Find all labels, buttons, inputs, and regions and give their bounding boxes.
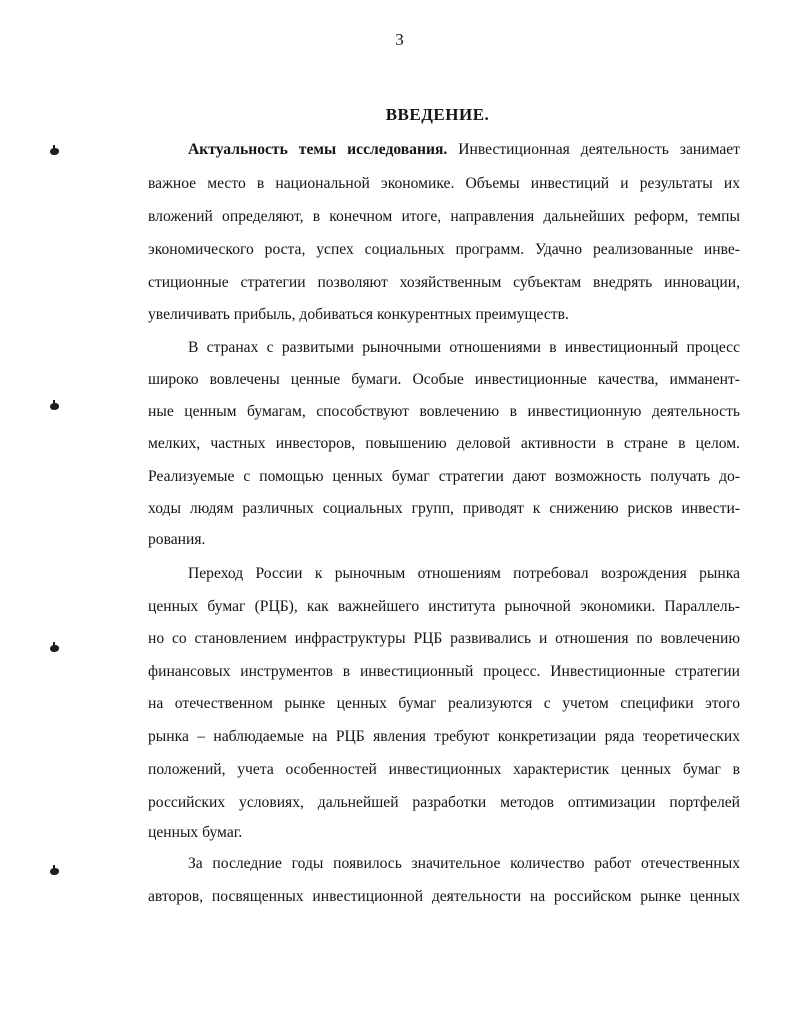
section-heading: ВВЕДЕНИЕ. xyxy=(385,105,490,124)
paragraph-1-line-3: вложений определяют, в конечном итоге, направления дальнейших реформ, темпы xyxy=(148,208,740,225)
paragraph-2-line-6: ходы людям различных социальных групп, приводят к снижению рисков инвести- xyxy=(148,500,740,517)
paragraph-4-line-2: авторов, посвященных инвестиционной деятельности на российском рынке ценных xyxy=(148,888,740,905)
paragraph-3-line-9: ценных бумаг. xyxy=(148,824,243,841)
paragraph-1-line-5: стиционные стратегии позволяют хозяйственным субъектам внедрять инновации, xyxy=(148,274,740,291)
paragraph-2-line-3: ные ценным бумагам, способствуют вовлечению в инвестиционную деятельность xyxy=(148,403,740,420)
paragraph-2-line-5: Реализуемые с помощью ценных бумаг стратегии дают возможность получать до- xyxy=(148,468,740,485)
paragraph-3-line-4: финансовых инструментов в инвестиционный процесс. Инвестиционные стратегии xyxy=(148,663,740,680)
paragraph-1-line-4: экономического роста, успех социальных программ. Удачно реализованные инве- xyxy=(148,241,740,258)
paragraph-3-line-1: Переход России к рыночным отношениям потребовал возрождения рынка xyxy=(188,565,740,582)
paragraph-3-line-2: ценных бумаг (РЦБ), как важнейшего института рыночной экономики. Параллель- xyxy=(148,598,740,615)
page-number: 3 xyxy=(395,30,404,49)
paragraph-2-line-2: широко вовлечены ценные бумаги. Особые инвестиционные качества, имманент- xyxy=(148,371,740,388)
paragraph-3-line-3: но со становлением инфраструктуры РЦБ развивались и отношения по вовлечению xyxy=(148,630,740,647)
paragraph-4-line-1: За последние годы появилось значительное количество работ отечественных xyxy=(188,855,740,872)
paragraph-2-line-4: мелких, частных инвесторов, повышению деловой активности в стране в целом. xyxy=(148,435,740,452)
paragraph-3-line-5: на отечественном рынке ценных бумаг реализуются с учетом специфики этого xyxy=(148,695,740,712)
paragraph-3-line-8: российских условиях, дальнейшей разработки методов оптимизации портфелей xyxy=(148,794,740,811)
paragraph-3-line-6: рынка – наблюдаемые на РЦБ явления требуют конкретизации ряда теоретических xyxy=(148,728,740,745)
paragraph-3-line-7: положений, учета особенностей инвестиционных характеристик ценных бумаг в xyxy=(148,761,740,778)
paragraph-2-line-1: В странах с развитыми рыночными отношениями в инвестиционный процесс xyxy=(188,339,740,356)
paragraph-2-line-7: рования. xyxy=(148,531,206,548)
paragraph-1-line-6: увеличивать прибыль, добиваться конкурентных преимуществ. xyxy=(148,306,569,323)
punch-hole-mark xyxy=(50,403,59,410)
paragraph-lead: Актуальность темы исследования. xyxy=(188,141,448,158)
punch-hole-mark xyxy=(50,868,59,875)
paragraph-1-line-2: важное место в национальной экономике. Объемы инвестиций и результаты их xyxy=(148,175,740,192)
punch-hole-mark xyxy=(50,148,59,155)
paragraph-1-line-1: Актуальность темы исследования. Инвестиционная деятельность занимает xyxy=(188,141,740,158)
punch-hole-mark xyxy=(50,645,59,652)
